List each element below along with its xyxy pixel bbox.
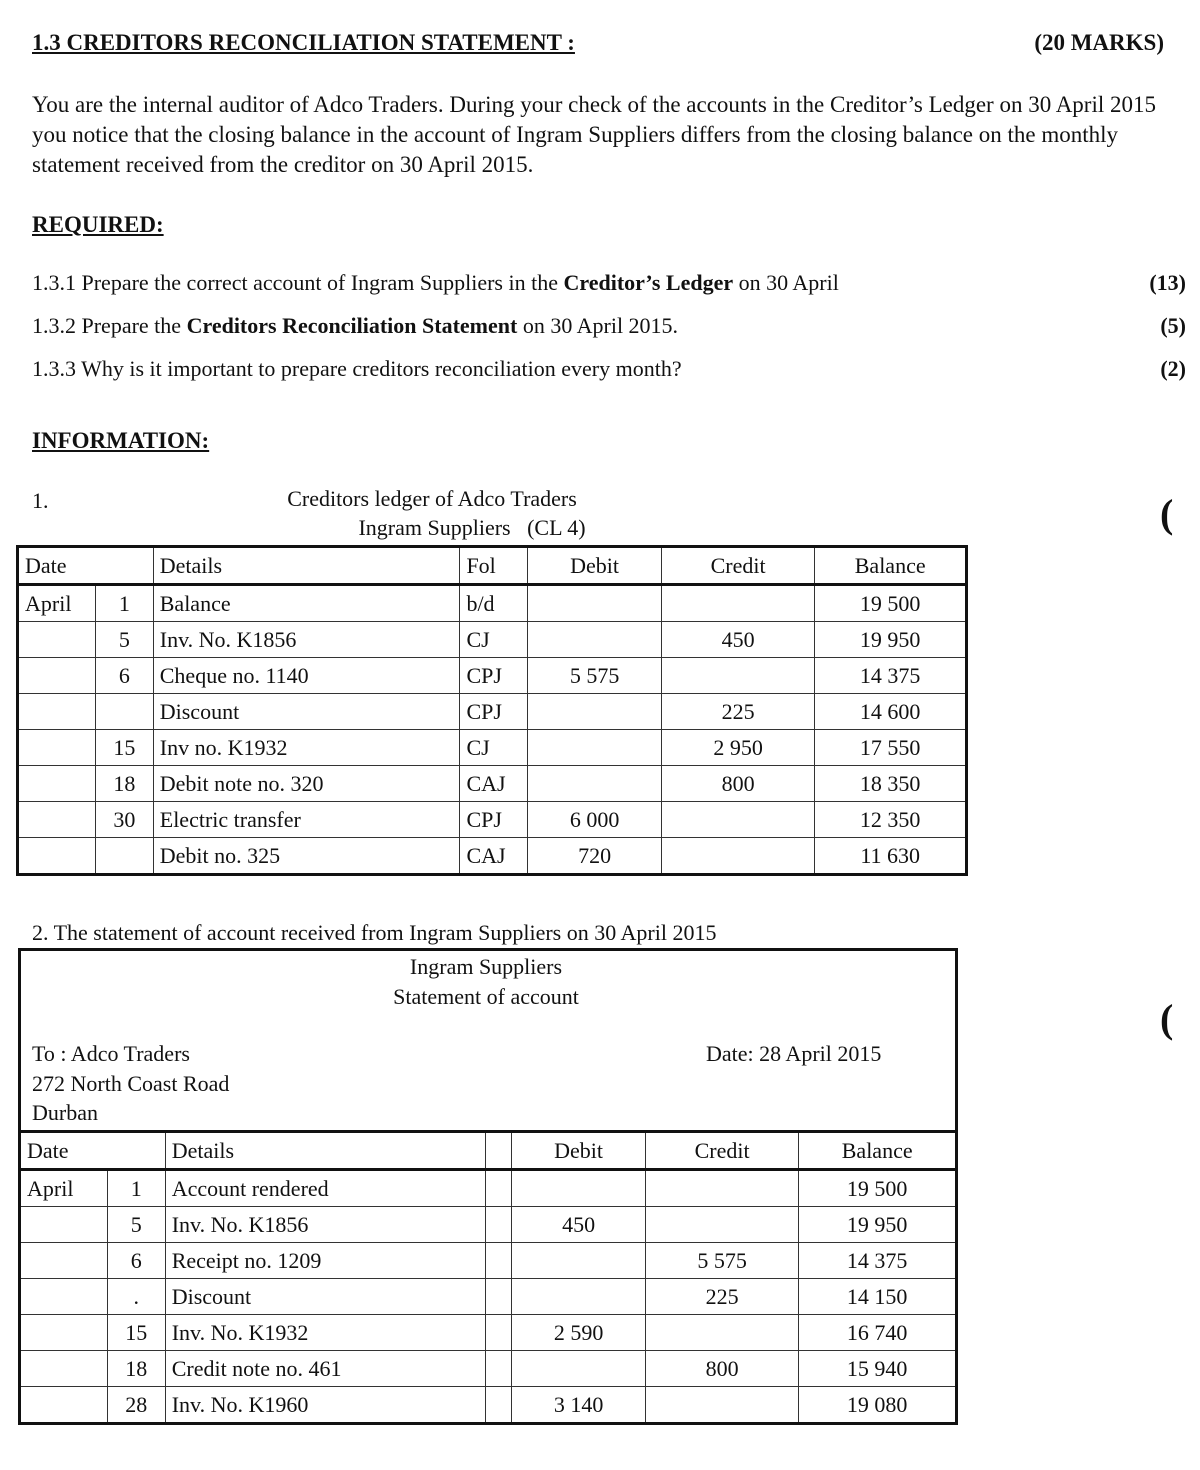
cell-day	[95, 694, 153, 730]
cell-balance: 19 500	[815, 585, 967, 622]
cell-fol: CJ	[460, 622, 528, 658]
question-bold-text: Creditors Reconciliation Statement	[186, 313, 518, 338]
cell-credit: 800	[661, 766, 814, 802]
cell-details: Discount	[153, 694, 460, 730]
cell-details: Receipt no. 1209	[165, 1243, 486, 1279]
cell-credit: 5 575	[645, 1243, 799, 1279]
cell-day: 28	[107, 1387, 165, 1424]
header-fol: Fol	[460, 547, 528, 585]
cell-day: 1	[95, 585, 153, 622]
cell-fol: CAJ	[460, 838, 528, 875]
cell-month	[20, 1279, 108, 1315]
cell-debit: 2 590	[512, 1315, 646, 1351]
cell-details: Account rendered	[165, 1170, 486, 1207]
table-header-row	[20, 1132, 957, 1170]
cell-details: Credit note no. 461	[165, 1351, 486, 1387]
cell-blank	[486, 1279, 512, 1315]
cell-balance: 15 940	[799, 1351, 957, 1387]
cell-blank	[486, 1315, 512, 1351]
question-1-3-2	[32, 313, 678, 339]
table-row	[20, 1279, 957, 1315]
cell-day: 5	[107, 1207, 165, 1243]
cell-debit	[528, 766, 662, 802]
cell-balance: 16 740	[799, 1315, 957, 1351]
table-row	[18, 802, 967, 838]
table-row	[18, 838, 967, 875]
ledger-subtitle: Ingram Suppliers (CL 4)	[358, 515, 586, 540]
cell-credit	[645, 1207, 799, 1243]
table-row	[18, 658, 967, 694]
header-balance: Balance	[799, 1132, 957, 1170]
header-balance: Balance	[815, 547, 967, 585]
header-blank	[486, 1132, 512, 1170]
question-text-end: on 30 April	[733, 270, 839, 295]
cell-balance: 14 600	[815, 694, 967, 730]
total-marks: (20 MARKS)	[1034, 30, 1164, 55]
cell-month	[20, 1207, 108, 1243]
information-heading: INFORMATION:	[32, 428, 210, 453]
ledger-number: 1.	[32, 488, 49, 513]
table-header-row	[18, 547, 967, 585]
question-text: 1.3.1 Prepare the correct account of Ingram Suppliers in the	[32, 270, 564, 295]
statement-address-line1: 272 North Coast Road	[32, 1071, 230, 1096]
cell-month	[18, 766, 96, 802]
margin-bracket: (	[1160, 491, 1174, 536]
question-1-3-3	[32, 356, 682, 382]
table-row	[20, 1170, 957, 1207]
cell-balance: 19 080	[799, 1387, 957, 1424]
table-row	[18, 585, 967, 622]
statement-intro: 2. The statement of account received from Ingram Suppliers on 30 April 2015	[32, 920, 717, 945]
cell-credit: 450	[661, 622, 814, 658]
cell-debit	[528, 585, 662, 622]
cell-fol: CJ	[460, 730, 528, 766]
cell-month	[18, 694, 96, 730]
cell-day: 5	[95, 622, 153, 658]
cell-debit	[512, 1170, 646, 1207]
header-debit: Debit	[528, 547, 662, 585]
cell-debit	[528, 694, 662, 730]
cell-debit	[528, 730, 662, 766]
cell-fol: CAJ	[460, 766, 528, 802]
required-heading: REQUIRED:	[32, 212, 164, 237]
ledger-title: Creditors ledger of Adco Traders	[287, 486, 577, 511]
table-row	[18, 730, 967, 766]
cell-details: Balance	[153, 585, 460, 622]
cell-month: April	[18, 585, 96, 622]
cell-credit: 225	[661, 694, 814, 730]
statement-title: Statement of account	[393, 984, 579, 1009]
question-marks: (13)	[1149, 270, 1186, 295]
cell-month	[20, 1315, 108, 1351]
cell-day: 18	[107, 1351, 165, 1387]
cell-details: Inv. No. K1932	[165, 1315, 486, 1351]
question-text-end: on 30 April 2015.	[517, 313, 679, 338]
table-row	[18, 766, 967, 802]
cell-details: Inv. No. K1856	[165, 1207, 486, 1243]
statement-address-line2: Durban	[32, 1100, 98, 1125]
header-date: Date	[20, 1132, 166, 1170]
table-row	[20, 1243, 957, 1279]
cell-month	[18, 838, 96, 875]
question-marks: (2)	[1160, 356, 1186, 381]
cell-debit: 720	[528, 838, 662, 875]
cell-details: Debit no. 325	[153, 838, 460, 875]
cell-details: Cheque no. 1140	[153, 658, 460, 694]
cell-balance: 14 375	[799, 1243, 957, 1279]
table-row	[20, 1207, 957, 1243]
margin-bracket: (	[1160, 996, 1174, 1041]
cell-day: 15	[95, 730, 153, 766]
header-credit: Credit	[645, 1132, 799, 1170]
cell-fol: CPJ	[460, 658, 528, 694]
cell-balance: 19 950	[799, 1207, 957, 1243]
section-title: 1.3 CREDITORS RECONCILIATION STATEMENT :	[32, 30, 575, 55]
cell-blank	[486, 1243, 512, 1279]
header-details: Details	[165, 1132, 486, 1170]
cell-month	[20, 1387, 108, 1424]
cell-credit	[645, 1170, 799, 1207]
question-text: 1.3.3 Why is it important to prepare creditors reconciliation every month?	[32, 356, 682, 381]
cell-credit	[661, 802, 814, 838]
cell-balance: 18 350	[815, 766, 967, 802]
cell-details: Inv. No. K1960	[165, 1387, 486, 1424]
header-date: Date	[18, 547, 154, 585]
cell-debit	[512, 1351, 646, 1387]
table-row	[18, 694, 967, 730]
cell-fol: CPJ	[460, 802, 528, 838]
cell-month	[18, 658, 96, 694]
cell-balance: 14 375	[815, 658, 967, 694]
cell-credit	[661, 585, 814, 622]
header-credit: Credit	[661, 547, 814, 585]
cell-credit	[661, 838, 814, 875]
cell-blank	[486, 1170, 512, 1207]
cell-credit: 800	[645, 1351, 799, 1387]
table-row	[18, 622, 967, 658]
question-marks: (5)	[1160, 313, 1186, 338]
statement-date: Date: 28 April 2015	[706, 1041, 882, 1066]
cell-debit: 450	[512, 1207, 646, 1243]
creditors-ledger-table	[16, 545, 968, 876]
question-bold-text: Creditor’s Ledger	[563, 270, 734, 295]
cell-details: Discount	[165, 1279, 486, 1315]
cell-blank	[486, 1351, 512, 1387]
cell-details: Inv. No. K1856	[153, 622, 460, 658]
statement-to: To : Adco Traders	[32, 1041, 190, 1066]
cell-day: 6	[107, 1243, 165, 1279]
header-details: Details	[153, 547, 460, 585]
statement-table	[18, 1130, 958, 1425]
cell-day: 1	[107, 1170, 165, 1207]
intro-paragraph: You are the internal auditor of Adco Traders. During your check of the accounts in the Creditor’s Ledger on 30 April 2015 you notice that the closing balance in the account of Ingram Suppliers differs from the closing balance on the monthly statement received from the creditor on 30 April 2015.	[32, 92, 1157, 177]
cell-balance: 12 350	[815, 802, 967, 838]
cell-month	[18, 802, 96, 838]
cell-balance: 14 150	[799, 1279, 957, 1315]
header-debit: Debit	[512, 1132, 646, 1170]
cell-balance: 17 550	[815, 730, 967, 766]
cell-credit: 225	[645, 1279, 799, 1315]
cell-credit	[661, 658, 814, 694]
cell-debit: 3 140	[512, 1387, 646, 1424]
cell-month: April	[20, 1170, 108, 1207]
cell-month	[20, 1351, 108, 1387]
cell-credit: 2 950	[661, 730, 814, 766]
cell-month	[20, 1243, 108, 1279]
cell-balance: 19 500	[799, 1170, 957, 1207]
cell-blank	[486, 1207, 512, 1243]
cell-debit: 6 000	[528, 802, 662, 838]
cell-day	[95, 838, 153, 875]
cell-debit: 5 575	[528, 658, 662, 694]
cell-day: 6	[95, 658, 153, 694]
cell-month	[18, 622, 96, 658]
cell-details: Debit note no. 320	[153, 766, 460, 802]
statement-company: Ingram Suppliers	[409, 954, 563, 979]
cell-fol: CPJ	[460, 694, 528, 730]
cell-day: 18	[95, 766, 153, 802]
cell-credit	[645, 1387, 799, 1424]
table-row	[20, 1315, 957, 1351]
cell-balance: 11 630	[815, 838, 967, 875]
question-text: 1.3.2 Prepare the	[32, 313, 187, 338]
cell-fol: b/d	[460, 585, 528, 622]
cell-details: Electric transfer	[153, 802, 460, 838]
cell-day: .	[107, 1279, 165, 1315]
cell-balance: 19 950	[815, 622, 967, 658]
cell-debit	[512, 1243, 646, 1279]
question-1-3-1	[32, 270, 839, 296]
cell-details: Inv no. K1932	[153, 730, 460, 766]
cell-month	[18, 730, 96, 766]
cell-debit	[512, 1279, 646, 1315]
cell-blank	[486, 1387, 512, 1424]
cell-debit	[528, 622, 662, 658]
cell-day: 30	[95, 802, 153, 838]
cell-credit	[645, 1315, 799, 1351]
cell-day: 15	[107, 1315, 165, 1351]
table-row	[20, 1351, 957, 1387]
table-row	[20, 1387, 957, 1424]
